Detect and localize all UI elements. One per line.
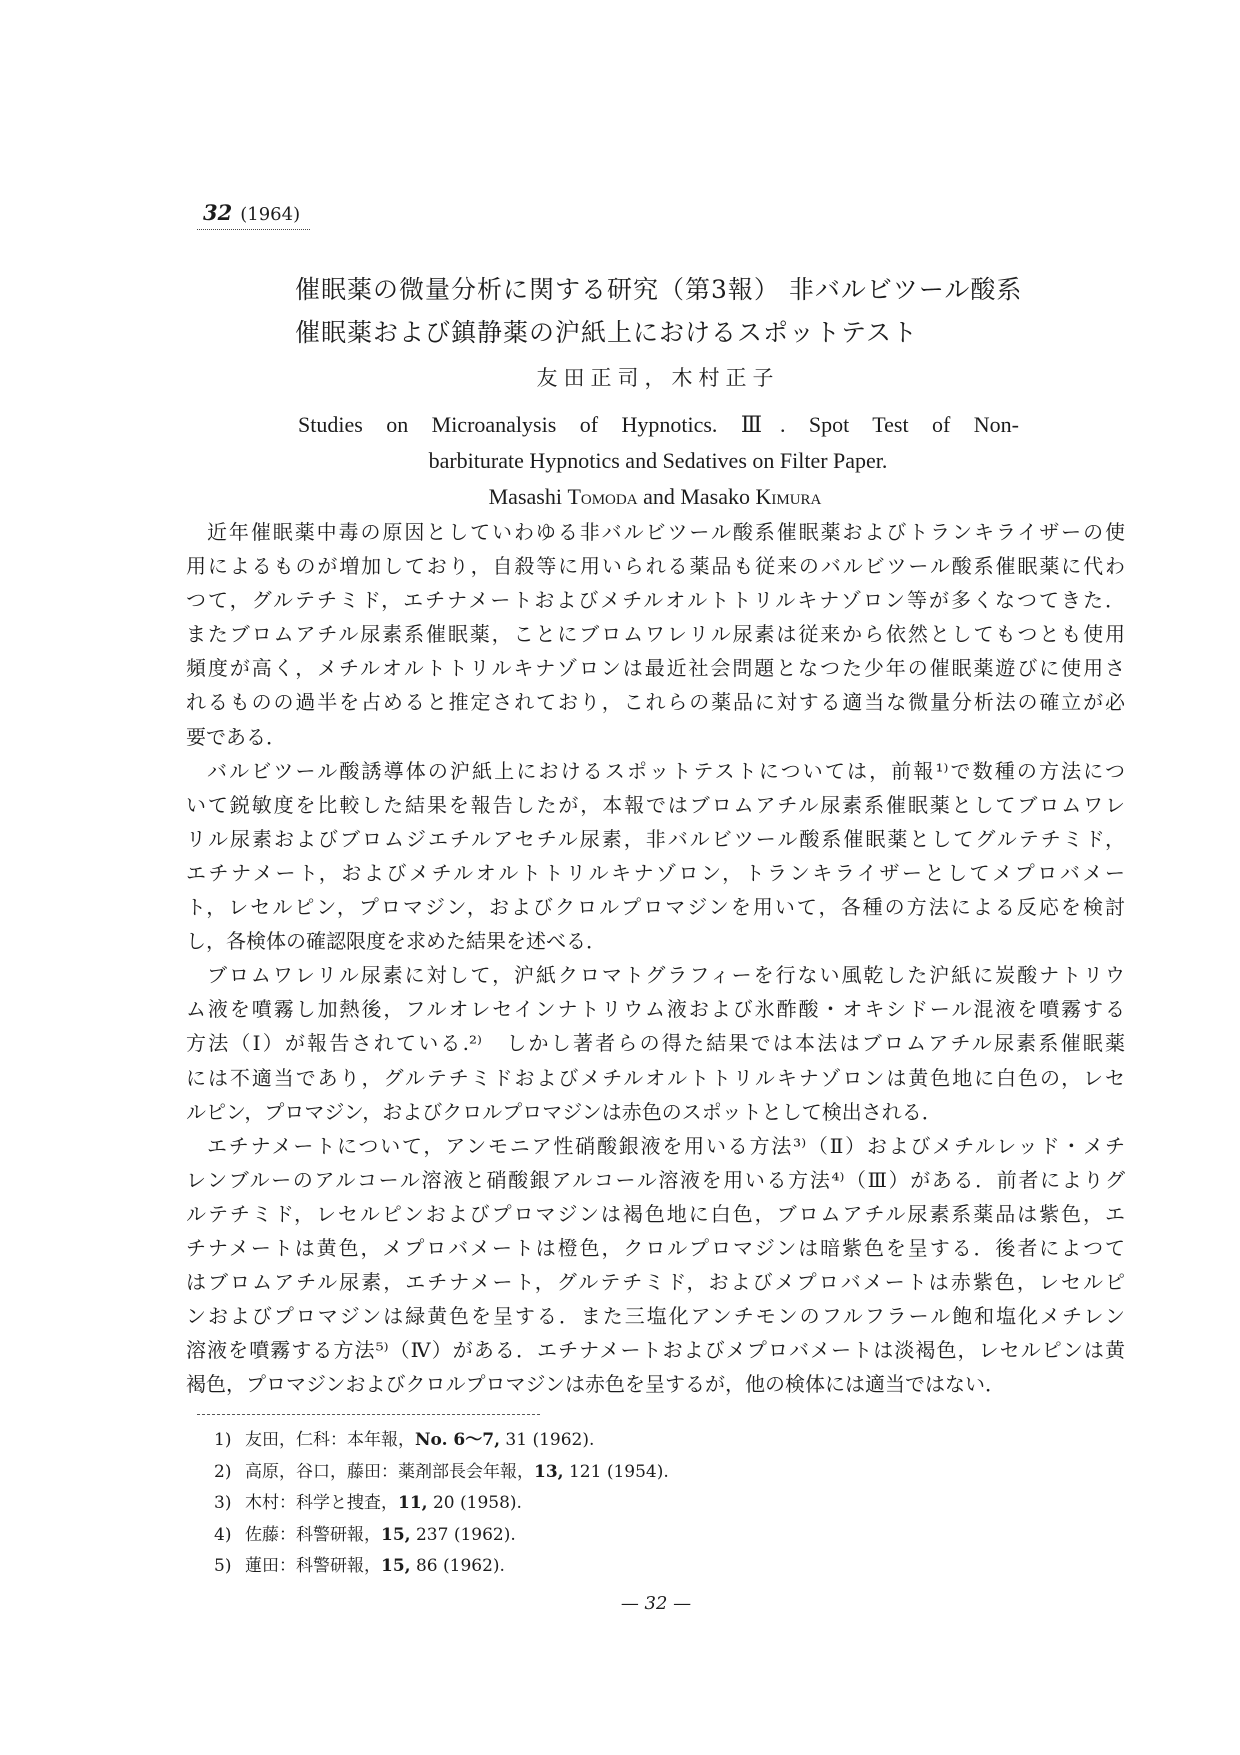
body-line: つて，グルテチミド，エチナメートおよびメチルオルトトリルキナゾロン等が多くなつてきた． xyxy=(186,588,1125,613)
footnote-volume: 15, xyxy=(381,1524,411,1545)
footnote-separator xyxy=(197,1414,540,1415)
authors-conjunction: and xyxy=(643,484,675,509)
footnotes xyxy=(214,1425,1114,1583)
footnote-journal: 科警研報， xyxy=(296,1556,381,1576)
footnote-number: 1) xyxy=(214,1430,232,1450)
footnote-4 xyxy=(214,1520,1114,1552)
page-number: — 32 — xyxy=(620,1593,692,1614)
body-text xyxy=(186,515,1125,1401)
footnote-2 xyxy=(214,1457,1114,1489)
title-ja-line-2: 催眠薬および鎮静薬の沪紙上におけるスポットテスト xyxy=(295,318,919,347)
paragraph-1 xyxy=(186,515,1125,754)
body-line: には不適当であり，グルテチミドおよびメチルオルトトリルキナゾロンは黄色地に白色の，レセ xyxy=(186,1065,1125,1090)
author-2-surname: Kimura xyxy=(755,484,822,509)
body-line: リル尿素およびブロムジエチルアセチル尿素，非バルビツール酸系催眠薬としてグルテチミド， xyxy=(186,826,1125,851)
footnote-number: 4) xyxy=(214,1524,232,1545)
footnote-journal: 薬剤部長会年報， xyxy=(398,1461,534,1482)
author-2-first-name: Masako xyxy=(680,484,750,509)
body-line: ンおよびプロマジンは緑黄色を呈する．また三塩化アンチモンのフルフラール飽和塩化メチレン xyxy=(186,1304,1125,1329)
footnote-authors: 佐藤： xyxy=(245,1524,296,1545)
header-volume: 32 xyxy=(203,200,233,225)
footnote-volume: 15, xyxy=(381,1556,411,1576)
body-line: はブロムアチル尿素，エチナメート，グルテチミド，およびメプロバメートは赤紫色，レセルピ xyxy=(186,1270,1125,1295)
title-en-line-1: Studies on Microanalysis of Hypnotics. Ⅲ. Spot Test of Non- xyxy=(298,412,1019,437)
footnote-authors: 木村： xyxy=(245,1493,296,1513)
footnote-pages: 20 (1958). xyxy=(427,1493,522,1513)
body-line: 用によるものが増加しており，自殺等に用いられる薬品も従来のバルビツール酸系催眠薬に代わ xyxy=(186,554,1125,579)
header-year: (1964) xyxy=(240,204,301,225)
body-line: レンブルーのアルコール溶液と硝酸銀アルコール溶液を用いる方法⁴⁾（Ⅲ）がある．前者によりグ xyxy=(186,1167,1125,1192)
body-line: ト，レセルピン，プロマジン，およびクロルプロマジンを用いて，各種の方法による反応を検討 xyxy=(186,895,1125,920)
author-1-first-name: Masashi xyxy=(488,484,562,509)
body-line: チナメートは黄色，メプロバメートは橙色，クロルプロマジンは暗紫色を呈する．後者によつて xyxy=(186,1235,1125,1260)
footnote-volume: 13, xyxy=(534,1461,564,1482)
body-line: ルテチミド，レセルピンおよびプロマジンは褐色地に白色，ブロムアチル尿素系薬品は紫色，エ xyxy=(186,1201,1125,1226)
body-line: またブロムアチル尿素系催眠薬，ことにブロムワレリル尿素は従来から依然としてもつとも使用 xyxy=(186,622,1125,647)
body-line: 方法（Ⅰ）が報告されている.²⁾ しかし著者らの得た結果では本法はブロムアチル尿素系催眠薬 xyxy=(186,1031,1125,1056)
body-line: れるものの過半を占めると推定されており，これらの薬品に対する適当な微量分析法の確立が必 xyxy=(186,690,1125,715)
body-line: 溶液を噴霧する方法⁵⁾（Ⅳ）がある．エチナメートおよびメプロバメートは淡褐色，レセルピンは黄 xyxy=(186,1338,1125,1363)
footnote-number: 2) xyxy=(214,1461,232,1482)
footnote-authors: 蓮田： xyxy=(245,1556,296,1576)
body-line: ブロムワレリル尿素に対して，沪紙クロマトグラフィーを行ない風乾した沪紙に炭酸ナトリウ xyxy=(207,963,1125,988)
body-line: バルビツール酸誘導体の沪紙上におけるスポットテストについては，前報¹⁾で数種の方法につ xyxy=(207,758,1125,783)
author-1-surname: Tomoda xyxy=(567,484,638,509)
footnote-journal: 本年報， xyxy=(347,1430,415,1450)
body-line: ム液を噴霧し加熱後，フルオレセインナトリウム液および氷酢酸・オキシドール混液を噴霧する xyxy=(186,997,1125,1022)
footnote-5 xyxy=(214,1551,1114,1583)
body-line: エチナメート，およびメチルオルトトリルキナゾロン，トランキライザーとしてメプロバメー xyxy=(186,860,1125,885)
footnote-authors: 友田，仁科： xyxy=(245,1430,347,1450)
paragraph-4 xyxy=(186,1129,1125,1402)
body-line: 要である． xyxy=(186,724,286,749)
body-line: 近年催眠薬中毒の原因としていわゆる非バルビツール酸系催眠薬およびトランキライザーの使 xyxy=(207,520,1125,544)
body-line: 頻度が高く，メチルオルトトリルキナゾロンは最近社会問題となつた少年の催眠薬遊びに使用さ xyxy=(186,656,1125,681)
footnote-journal: 科警研報， xyxy=(296,1524,381,1545)
footnote-3 xyxy=(214,1488,1114,1520)
footnote-volume: 11, xyxy=(398,1493,428,1513)
footnote-number: 3) xyxy=(214,1493,232,1513)
footnote-volume: No. 6～7, xyxy=(415,1430,500,1450)
body-line: エチナメートについて，アンモニア性硝酸銀液を用いる方法³⁾（Ⅱ）およびメチルレッド・メチ xyxy=(207,1133,1125,1158)
body-line: 褐色，プロマジンおよびクロルプロマジンは赤色を呈するが，他の検体には適当ではない． xyxy=(186,1372,1005,1397)
paragraph-3 xyxy=(186,958,1125,1128)
body-line: し，各検体の確認限度を求めた結果を述べる． xyxy=(186,929,606,954)
title-en-line-2: barbiturate Hypnotics and Sedatives on Filter Paper. xyxy=(428,448,888,473)
authors-en xyxy=(355,484,955,510)
running-header xyxy=(203,200,300,225)
footnote-pages: 86 (1962). xyxy=(410,1556,505,1576)
body-line: いて鋭敏度を比較した結果を報告したが，本報ではブロムアチル尿素系催眠薬としてブロムワレ xyxy=(186,792,1125,817)
footnote-number: 5) xyxy=(214,1556,232,1576)
footnote-journal: 科学と捜査， xyxy=(296,1493,398,1513)
footnote-pages: 121 (1954). xyxy=(563,1461,669,1482)
header-rule xyxy=(197,229,310,230)
body-line: ルピン，プロマジン，およびクロルプロマジンは赤色のスポットとして検出される． xyxy=(186,1099,942,1124)
authors-ja: 友田正司，木村正子 xyxy=(536,366,780,390)
footnote-pages: 31 (1962). xyxy=(500,1430,595,1450)
footnote-pages: 237 (1962). xyxy=(410,1524,516,1545)
paragraph-2 xyxy=(186,754,1125,959)
title-ja-line-1: 催眠薬の微量分析に関する研究（第3報） 非バルビツール酸系 xyxy=(295,275,1023,304)
footnote-authors: 高原，谷口，藤田： xyxy=(245,1461,398,1482)
footnote-1 xyxy=(214,1425,1114,1457)
